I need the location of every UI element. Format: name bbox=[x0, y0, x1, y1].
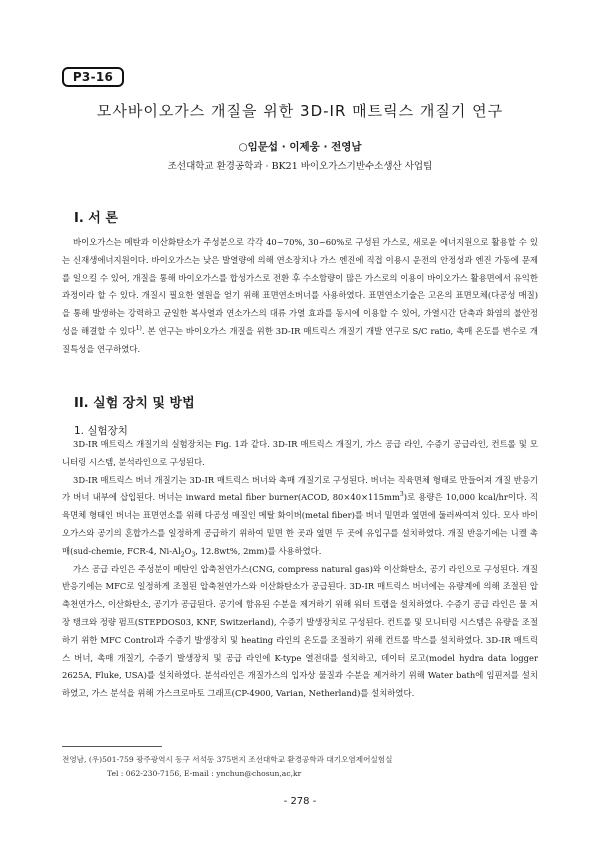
footnote-divider bbox=[62, 746, 162, 747]
author-list: ○임문섭 · 이제웅 · 전영남 bbox=[238, 141, 362, 153]
apparatus-paragraph-1: 3D-IR 매트릭스 개질기의 실험장치는 Fig. 1과 같다. 3D-IR 매트릭스 개질기, 가스 공급 라인, 수증기 공급라인, 컨트롤 및 모니터링 시스템, 분석라인으로 구성된다. bbox=[62, 439, 538, 467]
footnote-address: 전영남, (우)501-759 광주광역시 동구 서석동 375번지 조선대학교 환경공학과 대기오염제어실험실 bbox=[62, 755, 393, 764]
affiliation: 조선대학교 환경공학과 · BK21 바이오가스기반수소생산 사업팀 bbox=[167, 161, 433, 172]
introduction-body bbox=[62, 234, 538, 359]
section-heading-methods: II. 실험 장치 및 방법 bbox=[74, 396, 195, 411]
citation-marker: 1) bbox=[135, 325, 142, 333]
introduction-paragraph: 바이오가스는 메탄과 이산화탄소가 주성분으로 각각 40~70%, 30~60%로 구성된 가스로, 새로운 에너지원으로 활용할 수 있는 신재생에너지원이다. 바이오가스는 낮은 발열량에 의해 연소장치나 가스 엔진에 직접 이용시 운전의 안정성과 엔진 가동에 문제를 일으킬 수 있어, 개질을 통해 바이오가스를 합성가스로 전환 후 수소함량이 많은 가스로의 이용이 바이오가스 활용면에서 유익한 과정이라 할 수 있다. 개질시 필요한 열원을 얻기 위해 표면연소버너를 사용하였다. 표면연소기술은 고온의 표면모체(다공성 매질)을 통해 발생하는 강력하고 균일한 복사열과 연소가스의 대류 가열 효과를 동시에 이용할 수 있어, 가열시간 단축과 화염의 불안정성을 해결할 수 있다$^{1)}$. 본 연구는 바이오가스 개질을 위한 3D-IR 매트릭스 개질기 개발 연구로 S/C ratio, 촉매 온도를 변수로 개질특성을 연구하였다. bbox=[62, 237, 538, 354]
page-number: - 278 - bbox=[283, 796, 317, 807]
footnote-contact: Tel : 062-230-7156, E-mail : ynchun@chosun,ac,kr bbox=[107, 769, 302, 778]
apparatus-paragraph-3: 가스 공급 라인은 주성분이 메탄인 압축천연가스(CNG, compress natural gas)와 이산화탄소, 공기 라인으로 구성된다. 개질 반응기에는 MFC로 일정하게 조절된 압축천연가스와 이산화탄소가 공급된다. 3D-IR 매트릭스 버너에는 유량계에 의해 조절된 압축천연가스, 이산화탄소, 공기가 공급된다. 공기에 함유된 수분을 제거하기 위해 워터 트랩을 설치하였다. 수증기 공급 라인은 물 저장 탱크와 정량 펌프(STEPDOS03, KNF, Switzerland), 수증기 발생장치로 구성된다. 컨트롤 및 모니터링 시스템은 유량을 조절하기 위한 MFC Control과 수증기 발생장치 및 heating 라인의 온도를 조절하기 위해 컨트롤 박스를 설치하였다. 3D-IR 매트릭스 버너, 촉매 개질기, 수증기 발생장치 및 공급 라인에 K-type 열전대를 설치하고, 데이터 로고(model hydra data logger 2625A, Fluke, USA)를 설치하였다. 분석라인은 개질가스의 입자상 물질과 수분을 제거하기 위해 Water bath에 임핀저를 설치하였고, 가스 분석을 위해 가스크로마토 그래프(CP-4900, Varian, Netherland)를 설치하였다. bbox=[62, 563, 538, 699]
corresponding-author-footnote bbox=[62, 753, 538, 781]
subsection-heading-apparatus: 1. 실험장치 bbox=[74, 425, 128, 437]
apparatus-paragraph-2: 3D-IR 매트릭스 버너 개질기는 3D-IR 매트릭스 버너와 촉매 개질기로 구성된다. 버너는 직육면체 형태로 만들어져 개질 반응기가 버너 내부에 삽입된다. 버너는 inward metal fiber burner(ACOD, $80\times 40\times 115mm^3$)로 용량은 10,000 kcal/hr이다. 직육면체 형태인 버너는 표면연소를 위해 다공성 매질인 메탈 화이버(metal fiber)를 버너 밑면과 옆면에 둘러싸여져 있다. 모사 바이오가스와 공기의 혼합가스를 일정하게 공급하기 위하여 밑면 한 곳과 옆면 두 곳에 유입구를 설치하였다. 개질 반응기에는 니켈 촉매(sud-chemie, FCR-4, $Ni-Al_2O_3$, 12.8wt%, 2mm)를 사용하였다. bbox=[62, 474, 539, 559]
methods-body bbox=[62, 436, 538, 703]
paper-title: 모사바이오가스 개질을 위한 3D-IR 매트릭스 개질기 연구 bbox=[96, 102, 504, 120]
poster-id-badge: P3-16 bbox=[62, 67, 124, 87]
section-heading-introduction: I. 서 론 bbox=[74, 211, 118, 226]
